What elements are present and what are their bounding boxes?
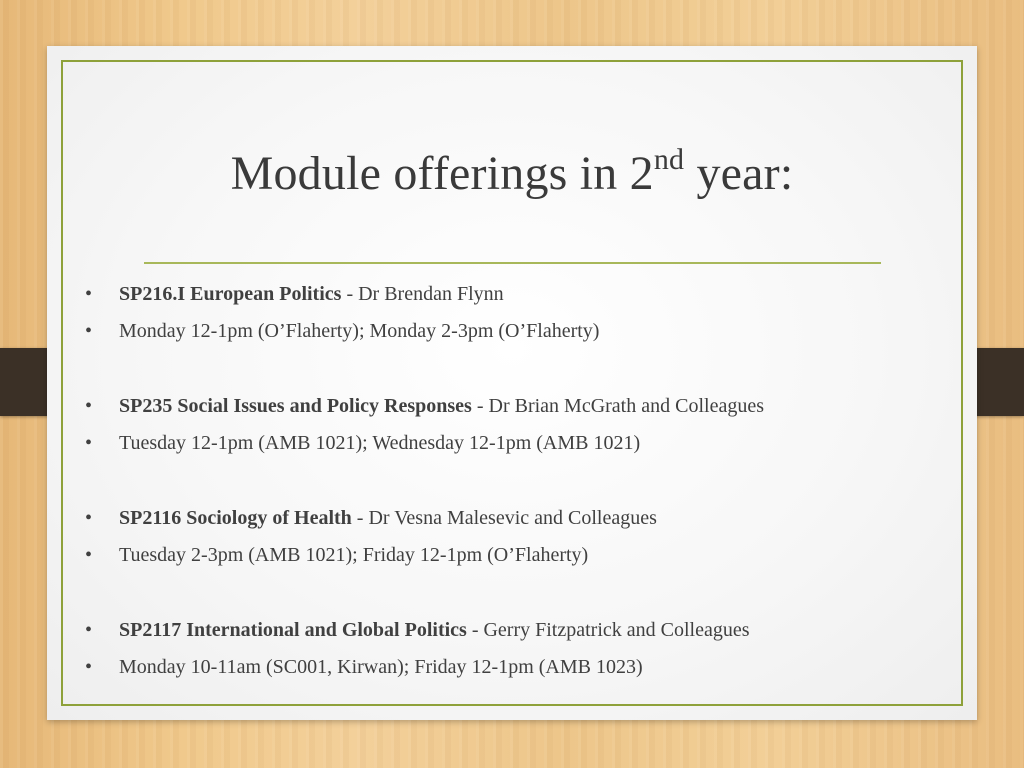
module-course-item: [85, 612, 957, 649]
module-course-item: [85, 276, 957, 313]
module-lecturer: - Gerry Fitzpatrick and Colleagues: [466, 619, 750, 641]
bullet-icon: •: [85, 619, 93, 641]
module-schedule-item: [85, 425, 957, 462]
module-schedule-item: [85, 313, 957, 350]
module-schedule: Monday 10-11am (SC001, Kirwan); Friday 12-1pm (AMB 1023): [119, 656, 643, 678]
slide-title: [47, 143, 977, 201]
module-course-title: SP2116 Sociology of Health: [119, 507, 352, 529]
module-course-title: SP235 Social Issues and Policy Responses: [119, 395, 472, 417]
module-lecturer: - Dr Brendan Flynn: [341, 283, 504, 305]
module-schedule: Monday 12-1pm (O’Flaherty); Monday 2-3pm (O’Flaherty): [119, 320, 600, 342]
title-divider: [144, 262, 881, 264]
module-course-item: [85, 500, 957, 537]
module-lecturer: - Dr Vesna Malesevic and Colleagues: [351, 507, 657, 529]
module-schedule-item: [85, 649, 957, 686]
module-course-title: SP2117 International and Global Politics: [119, 619, 467, 641]
bullet-icon: •: [85, 283, 93, 305]
title-prefix: Module offerings in 2: [230, 147, 654, 200]
module-schedule: Tuesday 12-1pm (AMB 1021); Wednesday 12-1pm (AMB 1021): [119, 432, 641, 454]
module-schedule-item: [85, 537, 957, 574]
module-list: [85, 276, 957, 686]
slide-card: [47, 46, 977, 720]
title-suffix: year:: [684, 147, 794, 200]
module-lecturer: - Dr Brian McGrath and Colleagues: [471, 395, 764, 417]
bullet-icon: •: [85, 656, 93, 678]
bullet-icon: •: [85, 395, 93, 417]
bullet-icon: •: [85, 320, 93, 342]
module-schedule: Tuesday 2-3pm (AMB 1021); Friday 12-1pm (O’Flaherty): [119, 544, 589, 566]
module-course-item: [85, 388, 957, 425]
module-course-title: SP216.I European Politics: [119, 283, 342, 305]
bullet-icon: •: [85, 432, 93, 454]
bullet-icon: •: [85, 507, 93, 529]
bullet-icon: •: [85, 544, 93, 566]
title-superscript: nd: [653, 143, 685, 176]
